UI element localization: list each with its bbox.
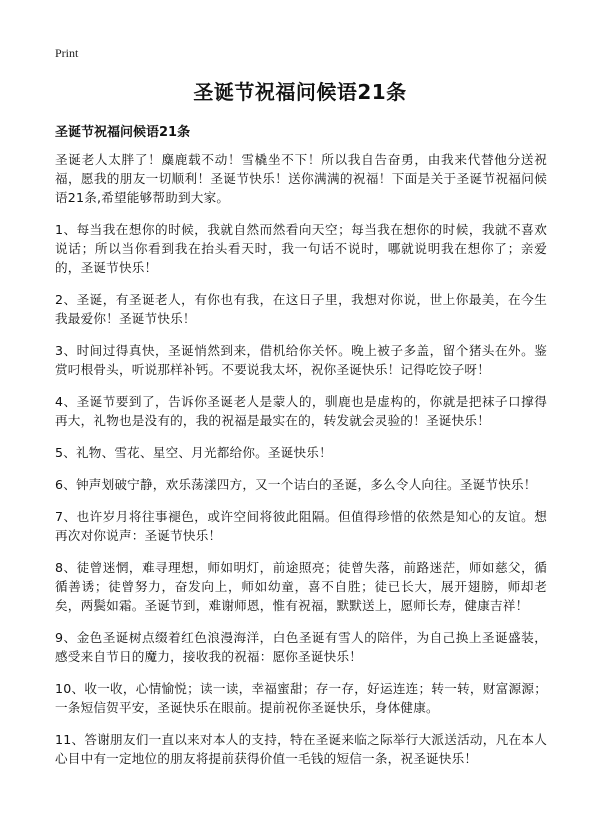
greeting-paragraph-7: 7、也许岁月将往事褪色，或许空间将彼此阻隔。但值得珍惜的依然是知心的友谊。想再次对你说声：圣诞节快乐！	[55, 509, 547, 543]
greeting-paragraph-1: 1、每当我在想你的时候，我就自然而然看向天空；每当我在想你的时候，我就不喜欢说话；所以当你看到我在抬头看天时，我一句话不说时，哪就说明我在想你了；亲爱的，圣诞节快乐！	[55, 222, 547, 275]
greeting-paragraph-4: 4、圣诞节要到了，告诉你圣诞老人是蒙人的，驯鹿也是虚构的，你就是把袜子口撑得再大，礼物也是没有的，我的祝福是最实在的，转发就会灵验的！圣诞快乐！	[55, 394, 547, 428]
print-link[interactable]: Print	[55, 46, 79, 60]
intro-paragraph: 圣诞老人太胖了！麋鹿载不动！雪橇坐不下！所以我自告奋勇，由我来代替他分送祝福，愿我的朋友一切顺利！圣诞节快乐！送你满满的祝福！下面是关于圣诞节祝福问候语21条,希望能够帮助到大家。	[55, 152, 547, 205]
greeting-paragraph-6: 6、钟声划破宁静，欢乐荡漾四方，又一个诘白的圣诞，多么令人向往。圣诞节快乐！	[55, 477, 537, 492]
greeting-paragraph-3: 3、时间过得真快，圣诞悄然到来，借机给你关怀。晚上被子多盖，留个猪头在外。鉴赏叼根骨头，听说那样补钙。不要说我太坏，祝你圣诞快乐！记得吃饺子呀！	[55, 343, 547, 377]
document-subtitle: 圣诞节祝福问候语21条	[55, 125, 191, 140]
greeting-paragraph-8: 8、徒曾迷惘，难寻理想，师如明灯，前途照亮；徒曾失落，前路迷茫，师如慈父，循循善诱；徒曾努力，奋发向上，师如幼童，喜不自胜；徒已长大，展开翅膀，师却老矣，两鬓如霜。圣诞节到，难谢师恩，惟有祝福，默默送上，愿师长寿，健康吉祥！	[55, 560, 547, 613]
greeting-paragraph-11: 11、答谢朋友们一直以来对本人的支持，特在圣诞来临之际举行大派送活动，凡在本人心目中有一定地位的朋友将提前获得价值一毛钱的短信一条，祝圣诞快乐！	[55, 732, 547, 766]
greeting-paragraph-10: 10、收一收，心情愉悦；读一读，幸福蜜甜；存一存，好运连连；转一转，财富源源；一条短信贺平安，圣诞快乐在眼前。提前祝你圣诞快乐，身体健康。	[55, 681, 547, 715]
document-body	[55, 150, 547, 781]
greeting-paragraph-9: 9、金色圣诞树点缀着红色浪漫海洋，白色圣诞有雪人的陪伴，为自己换上圣诞盛装，感受来自节日的魔力，接收我的祝福：愿你圣诞快乐！	[55, 630, 547, 664]
greeting-paragraph-2: 2、圣诞，有圣诞老人，有你也有我，在这日子里，我想对你说，世上你最美，在今生我最爱你！圣诞节快乐！	[55, 292, 547, 326]
page-title: 圣诞节祝福问候语21条	[193, 80, 407, 104]
greeting-paragraph-5: 5、礼物、雪花、星空、月光都给你。圣诞快乐！	[55, 445, 332, 460]
